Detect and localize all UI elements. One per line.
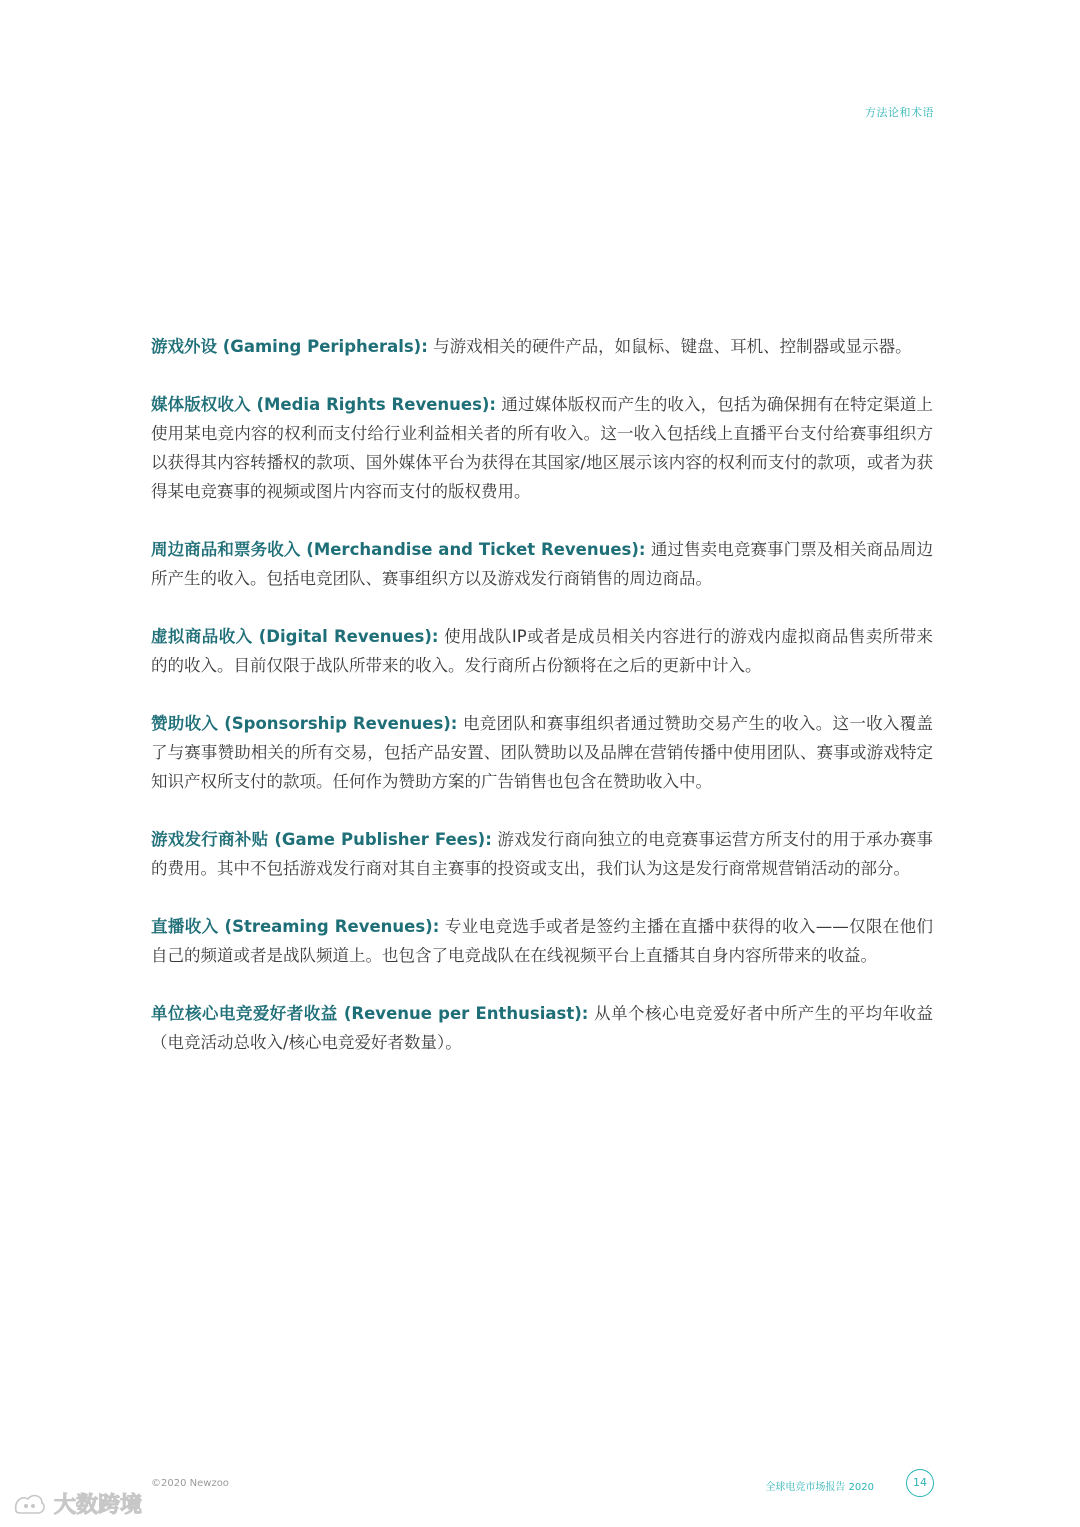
glossary-list (151, 332, 933, 1086)
glossary-definition: 与游戏相关的硬件产品，如鼠标、键盘、耳机、控制器或显示器。 (427, 337, 912, 356)
copyright: ©2020 Newzoo (151, 1478, 229, 1489)
glossary-term: 虚拟商品收入 (Digital Revenues): (151, 627, 439, 646)
glossary-definition: 专业电竞选手或者是签约主播在直播中获得的收入——仅限在他们自己的频道或者是战队频道上。也包含了电竞战队在在线视频平台上直播其自身内容所带来的收益。 (151, 917, 934, 965)
watermark (12, 1488, 142, 1519)
glossary-entry-streaming (151, 912, 933, 970)
watermark-logo-icon (12, 1491, 48, 1517)
glossary-definition: 通过媒体版权而产生的收入，包括为确保拥有在特定渠道上使用某电竞内容的权利而支付给行业利益相关者的所有收入。这一收入包括线上直播平台支付给赛事组织方以获得其内容转播权的款项、国外媒体平台为获得在其国家/地区展示该内容的权利而支付的款项，或者为获得某电竞赛事的视频或图片内容而支付的版权费用。 (151, 395, 933, 501)
glossary-term: 周边商品和票务收入 (Merchandise and Ticket Revenues): (151, 540, 646, 559)
glossary-definition: 游戏发行商向独立的电竞赛事运营方所支付的用于承办赛事的费用。其中不包括游戏发行商对其自主赛事的投资或支出，我们认为这是发行商常规营销活动的部分。 (151, 830, 933, 878)
glossary-term: 直播收入 (Streaming Revenues): (151, 917, 440, 936)
glossary-term: 媒体版权收入 (Media Rights Revenues): (151, 395, 497, 414)
glossary-term: 单位核心电竞爱好者收益 (Revenue per Enthusiast): (151, 1004, 589, 1023)
glossary-term: 游戏外设 (Gaming Peripherals): (151, 337, 428, 356)
glossary-entry-gaming-peripherals (151, 332, 933, 361)
glossary-entry-media-rights (151, 390, 933, 506)
glossary-definition: 使用战队IP或者是成员相关内容进行的游戏内虚拟商品售卖所带来的的收入。目前仅限于战队所带来的收入。发行商所占份额将在之后的更新中计入。 (151, 627, 934, 675)
glossary-entry-merchandise-ticket (151, 535, 933, 593)
glossary-definition: 通过售卖电竞赛事门票及相关商品周边所产生的收入。包括电竞团队、赛事组织方以及游戏发行商销售的周边商品。 (151, 540, 933, 588)
glossary-term: 游戏发行商补贴 (Game Publisher Fees): (151, 830, 492, 849)
glossary-entry-publisher-fees (151, 825, 933, 883)
report-title: 全球电竞市场报告 2020 (765, 1482, 874, 1493)
page-number: 14 (906, 1469, 934, 1497)
glossary-entry-sponsorship (151, 709, 933, 796)
glossary-term: 赞助收入 (Sponsorship Revenues): (151, 714, 458, 733)
glossary-entry-digital (151, 622, 933, 680)
glossary-definition: 电竞团队和赛事组织者通过赞助交易产生的收入。这一收入覆盖了与赛事赞助相关的所有交易，包括产品安置、团队赞助以及品牌在营销传播中使用团队、赛事或游戏特定知识产权所支付的款项。任何作为赞助方案的广告销售也包含在赞助收入中。 (151, 714, 934, 791)
section-label: 方法论和术语 (865, 106, 934, 119)
glossary-entry-revenue-per-enthusiast (151, 999, 933, 1057)
watermark-text: 大数跨境 (54, 1493, 143, 1518)
glossary-definition: 从单个核心电竞爱好者中所产生的平均年收益（电竞活动总收入/核心电竞爱好者数量）。 (151, 1004, 934, 1052)
